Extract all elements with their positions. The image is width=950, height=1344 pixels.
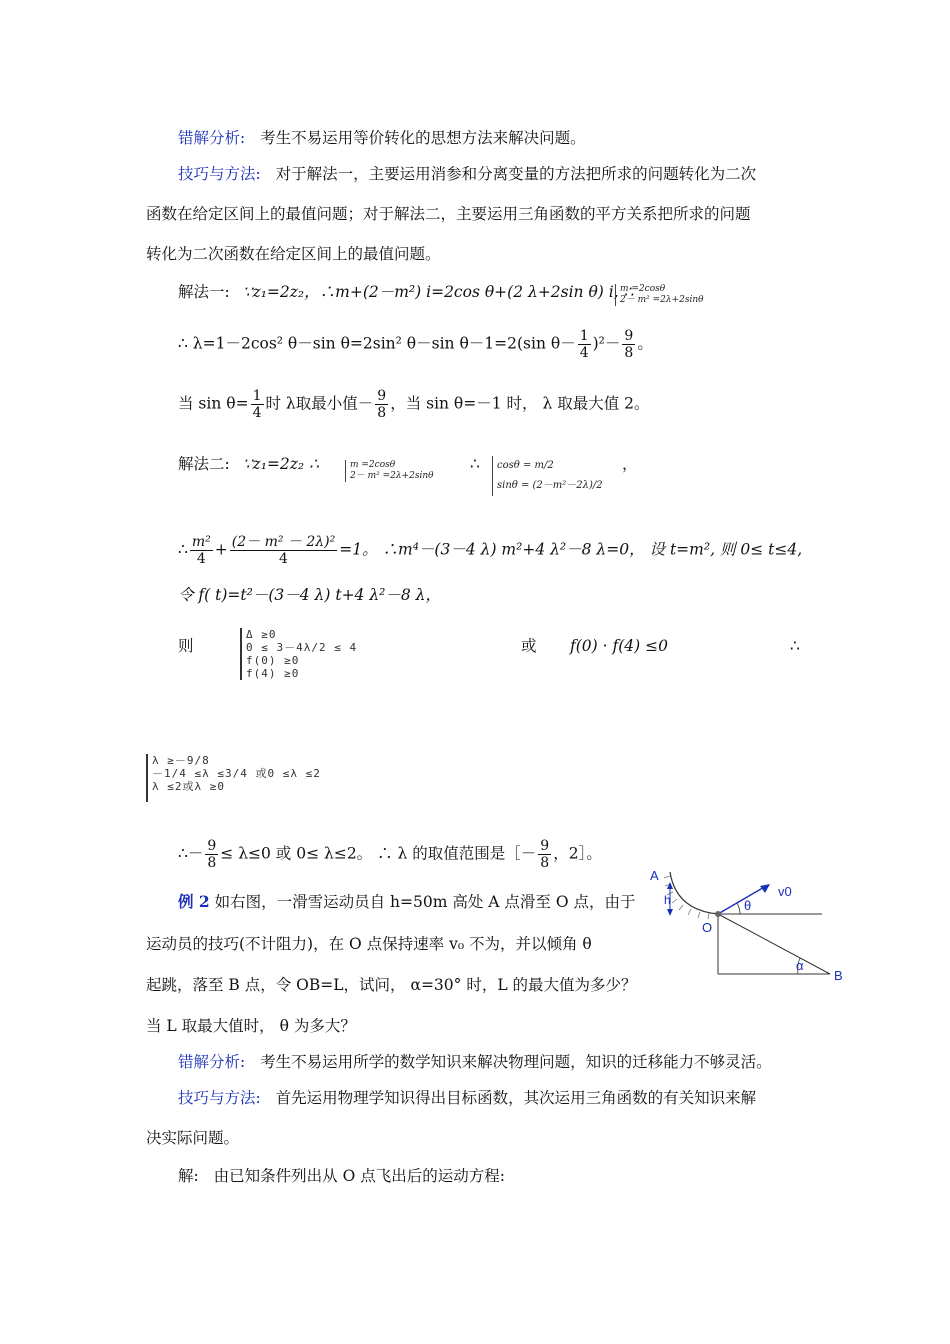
solution2-system-b: cosθ = m/2 sinθ = (2－m²－2λ)/2 bbox=[492, 456, 603, 496]
label-B: B bbox=[834, 968, 843, 983]
label-h: h bbox=[664, 893, 671, 907]
solution1-equation bbox=[178, 282, 633, 302]
label-theta: θ bbox=[744, 898, 752, 913]
solution2-label: 解法二: bbox=[178, 455, 230, 473]
lambda-mid: )²－ bbox=[592, 334, 621, 353]
method-2-line2: 决实际问题。 bbox=[146, 1129, 240, 1147]
error-analysis-paragraph bbox=[178, 128, 586, 148]
alt-condition: f(0) · f(4) ≤0 bbox=[570, 637, 668, 655]
lambda-system: λ ≥－9/8 －1/4 ≤λ ≤3/4 或0 ≤λ ≤2 λ ≤2或λ ≥0 bbox=[146, 754, 321, 802]
label-A: A bbox=[650, 868, 659, 883]
method-paragraph-line1 bbox=[178, 164, 756, 184]
therefore-symbol: ∴ bbox=[470, 455, 480, 473]
method-2-label: 技巧与方法: bbox=[178, 1089, 261, 1107]
skier-point bbox=[715, 911, 721, 917]
solution-line: 解: 由已知条件列出从 O 点飞出后的运动方程: bbox=[178, 1167, 505, 1185]
velocity-arrow bbox=[718, 886, 766, 914]
example2-label: 例 2 bbox=[178, 892, 210, 911]
lambda-range: ∴－ $\frac{9}{8}$ ≤ λ≤0 或 0≤ λ≤2。 ∴ λ 的取值范围是［－ $\frac{9}{8}$ ，2］。 bbox=[178, 838, 602, 871]
error-analysis-2-label: 错解分析: bbox=[178, 1053, 246, 1071]
fraction-9-8: $\frac{9}{8}$ bbox=[624, 328, 634, 361]
min-max-statement: 当 sin θ= $\frac{1}{4}$ 时 λ取最小值－ $\frac{9}{8}$ ，当 sin θ=－1 时， λ 取最大值 2。 bbox=[178, 388, 650, 421]
example2-line4: 当 L 取最大值时， θ 为多大？ bbox=[146, 1017, 356, 1035]
example2-line1: 例 2 如右图，一滑雪运动员自 h=50m 高处 A 点滑至 O 点，由于 bbox=[178, 892, 636, 911]
method-text-1: 对于解法一，主要运用消参和分离变量的方法把所求的问题转化为二次 bbox=[275, 165, 757, 183]
method-label: 技巧与方法: bbox=[178, 165, 261, 183]
incline-line bbox=[718, 914, 830, 974]
ski-jump-figure bbox=[640, 862, 860, 992]
solution2-system-a: m =2cosθ 2－ m² =2λ+2sinθ bbox=[345, 460, 434, 482]
solution2-equation bbox=[178, 454, 319, 474]
system-row-1: m =2cosθ bbox=[620, 284, 666, 294]
or-label: 或 bbox=[521, 637, 537, 655]
example2-line2: 运动员的技巧(不计阻力)，在 O 点保持速率 v₀ 不为，并以倾角 θ bbox=[146, 935, 592, 953]
fraction-9-8-b: $\frac{9}{8}$ bbox=[377, 388, 387, 421]
solution1-label: 解法一: bbox=[178, 283, 230, 301]
system-row-2: 2－ m² =2λ+2sinθ bbox=[620, 295, 704, 305]
error-analysis-text: 考生不易运用等价转化的思想方法来解决问题。 bbox=[260, 129, 586, 147]
lambda-expression: ∴ λ=1－2cos² θ－sin θ=2sin² θ－sin θ－1=2(sin θ－ $\frac{1}{4}$ )²－ $\frac{9}{8}$ 。 bbox=[178, 328, 653, 361]
fraction-9-8-c: $\frac{9}{8}$ bbox=[207, 838, 217, 871]
label-v0: v0 bbox=[778, 884, 792, 899]
method-paragraph-line2: 函数在给定区间上的最值问题；对于解法二，主要运用三角函数的平方关系把所求的问题 bbox=[146, 205, 751, 223]
theta-arc bbox=[737, 903, 740, 914]
label-alpha: α bbox=[796, 958, 804, 973]
method-paragraph-line3: 转化为二次函数在给定区间上的最值问题。 bbox=[146, 245, 441, 263]
error-analysis-2: 错解分析: 考生不易运用所学的数学知识来解决物理问题，知识的迁移能力不够灵活。 bbox=[178, 1053, 772, 1071]
document-page: 错解分析: 考生不易运用等价转化的思想方法来解决问题。 技巧与方法: 对于解法一，主要运用消参和分离变量的方法把所求的问题转化为二次 函数在给定区间上的最值问题；对于解法二，主要运用三角函数的平方关系把所求的问题 转化为二次函数在给定区间上的最值问题。 解法一: ∵z₁=2z₂，∴m+(2－m²) i=2cos θ+(2 λ+2sin θ) i, ∴ m =2cosθ 2－ m² =2λ+2sinθ ∴ λ=1－2cos² θ－sin θ=2sin² θ－sin θ－1=2(sin θ－ $\frac{1}{4}$ )²－ $\frac{9}{8}$ 。 当 sin θ= $\frac{1}{4}$ 时 λ取最小值－ $\frac{9}{8}$ ，当 sin θ=－1 时， λ 取最大值 2。 解法二: ∵z₁=2z₂ ∴ m =2cosθ 2－ m² =2λ+2sinθ ∴ cosθ = m/2 sinθ = (2－m²－2λ)/2 ， ∴ $\frac{\text{m²}}{4}$ + $\frac{\text{(2－ m² － 2λ)²}}{4}$ =1。 ∴m⁴－(3－4 λ) m²+4 λ²－8 λ=0， 设 t=m², 则 0≤ t≤4, 令 f( t)=t²－(3－4 λ) t+4 λ²－8 λ， 则 Δ ≥0 0 ≤ 3－4λ/2 ≤ 4 f(0) ≥0 f(4) ≥0 或 f(0) · f(4) ≤0 ∴ λ ≥－9/8 －1/4 ≤λ ≤3/4 或0 ≤λ ≤2 λ ≤2或λ ≥0 ∴－ $\frac{9}{8}$ ≤ λ≤0 或 0≤ λ≤2。 ∴ λ 的取值范围是［－ $\frac{9}{8}$ ，2］。 例 2 如右图，一滑雪运动员自 h=50m 高处 A 点滑至 O 点，由于 运动员的技巧(不计阻力)，在 O 点保持速率 v₀ 不为，并以倾角 θ 起跳，落至 B 点，令 OB=L，试问， α=30° 时，L 的最大值为多少？ 当 L 取最大值时， θ 为多大？ A h O B v0 θ α 错解分析: 考生不易运用所学的数学知识来解决物理问题，知识的迁移能力不够灵活。 技巧与方法: 首先运用物理学知识得出目标函数，其次运用三角函数的有关知识来解 决实际问题。 解: 由已知条件列出从 O 点飞出后的运动方程: bbox=[0, 0, 950, 1344]
slope-curve bbox=[670, 872, 718, 914]
ellipse-equation: ∴ $\frac{\text{m²}}{4}$ + $\frac{\text{(2－ m² － 2λ)²}}{4}$ =1。 ∴m⁴－(3－4 λ) m²+4 λ²－8 λ=0， 设 t=m², 则 0≤ t≤4, bbox=[178, 534, 803, 567]
solution1-eq: ∵z₁=2z₂，∴m+(2－m²) i=2cos θ+(2 λ+2sin θ) i, ∴ bbox=[242, 283, 634, 301]
example2-line3: 起跳，落至 B 点，令 OB=L，试问， α=30° 时，L 的最大值为多少？ bbox=[146, 976, 637, 994]
fraction-1-4-b: $\frac{1}{4}$ bbox=[252, 388, 262, 421]
fraction-big: $\frac{\text{(2－ m² － 2λ)²}}{4}$ bbox=[231, 534, 336, 567]
then-label: 则 bbox=[178, 637, 194, 655]
method-2-line1: 技巧与方法: 首先运用物理学知识得出目标函数，其次运用三角函数的有关知识来解 bbox=[178, 1089, 757, 1107]
solution2-eq: ∵z₁=2z₂ ∴ bbox=[242, 455, 319, 473]
fraction-1-4: $\frac{1}{4}$ bbox=[579, 328, 589, 361]
solution-label: 解: bbox=[178, 1167, 199, 1185]
conditions-system: Δ ≥0 0 ≤ 3－4λ/2 ≤ 4 f(0) ≥0 f(4) ≥0 bbox=[240, 628, 357, 680]
solution1-system bbox=[615, 284, 704, 306]
fraction-9-8-d: $\frac{9}{8}$ bbox=[540, 838, 550, 871]
f-definition: 令 f( t)=t²－(3－4 λ) t+4 λ²－8 λ， bbox=[178, 586, 441, 604]
error-analysis-label: 错解分析: bbox=[178, 129, 246, 147]
fraction-m2-4: $\frac{\text{m²}}{4}$ bbox=[191, 534, 211, 567]
label-O: O bbox=[702, 920, 713, 935]
lambda-pre: ∴ λ=1－2cos² θ－sin θ=2sin² θ－sin θ－1=2(sin θ－ bbox=[178, 334, 576, 353]
